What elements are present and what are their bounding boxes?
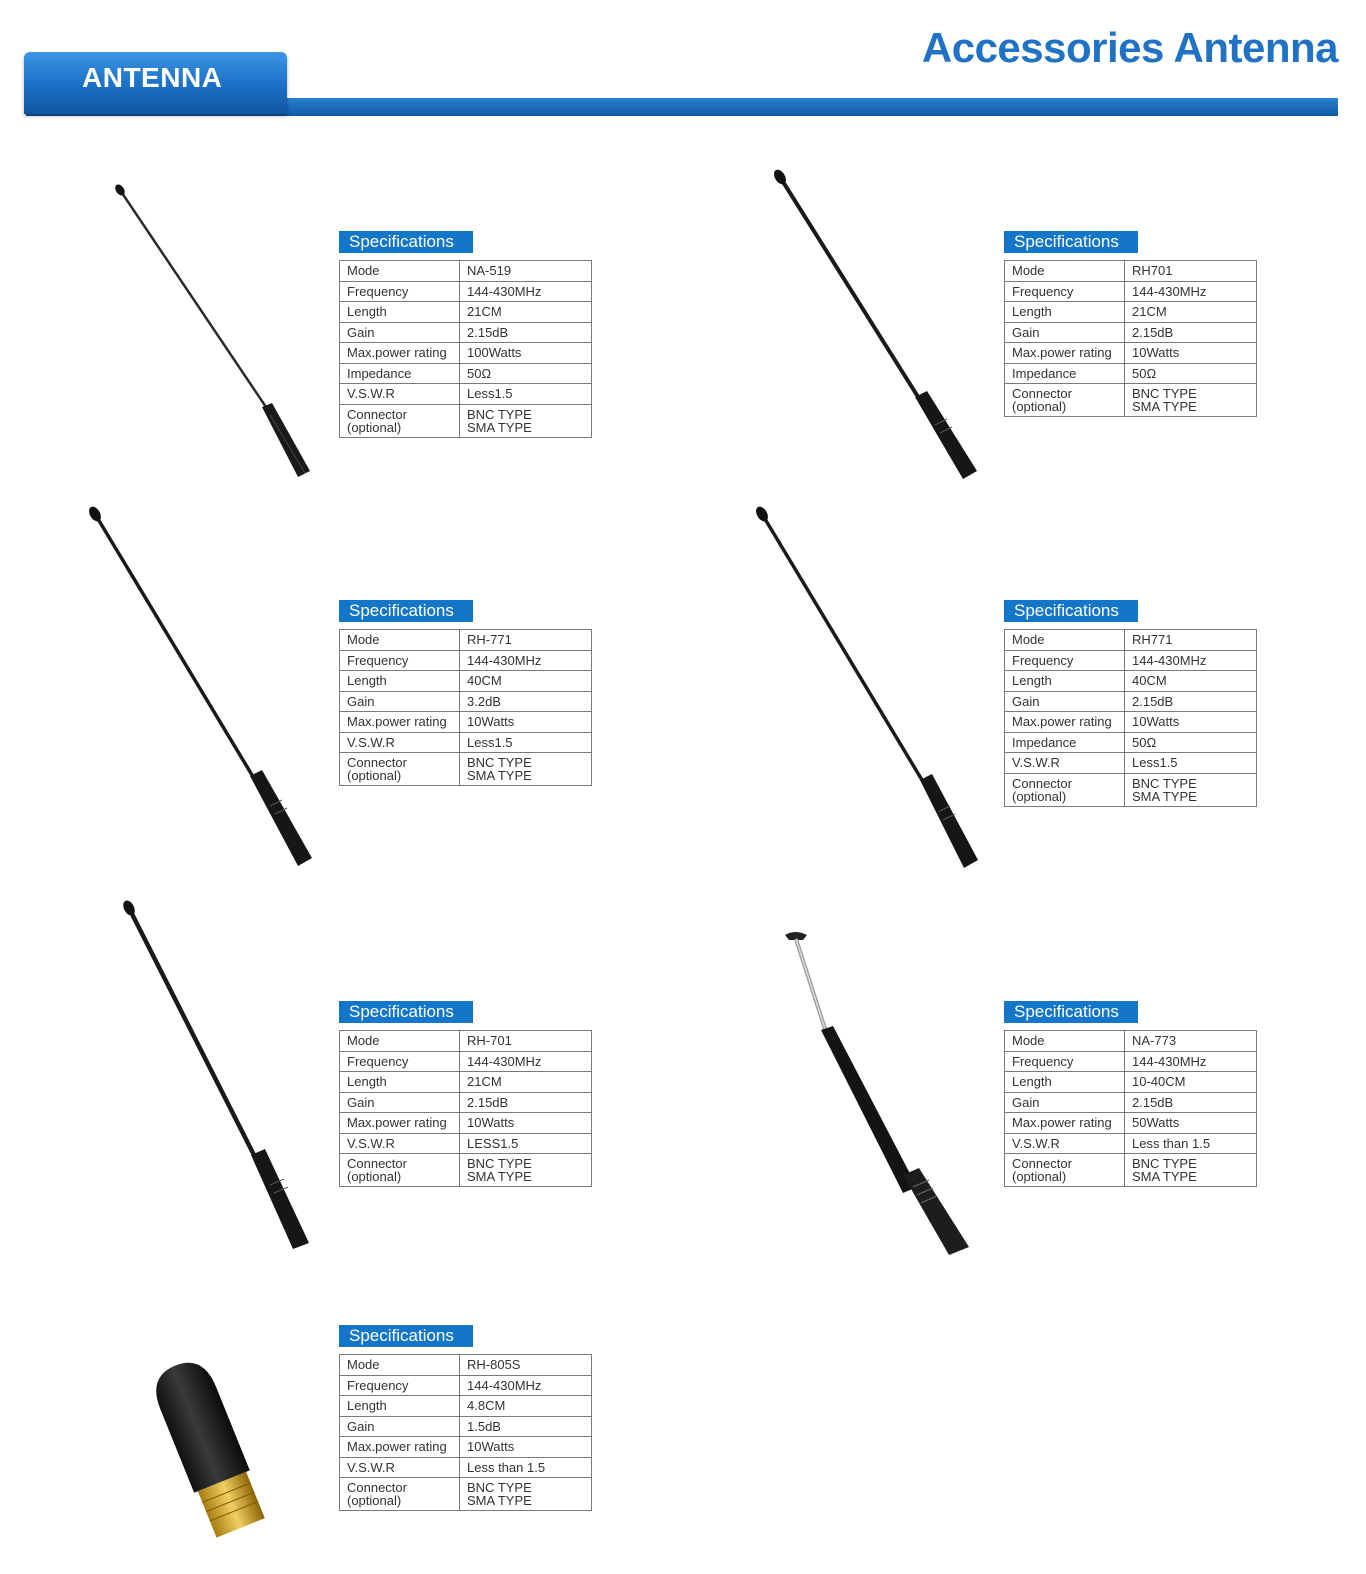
- spec-value: 40CM: [460, 671, 592, 692]
- spec-value: [460, 404, 592, 437]
- spec-value: 144-430MHz: [460, 1375, 592, 1396]
- spec-key: Mode: [340, 261, 460, 282]
- table-row: [1005, 753, 1257, 774]
- table-row: [1005, 671, 1257, 692]
- table-row: [1005, 1113, 1257, 1134]
- spec-value: 1.5dB: [460, 1416, 592, 1437]
- spec-table: [339, 260, 592, 438]
- spec-key: Frequency: [340, 1375, 460, 1396]
- spec-value: 50Ω: [1125, 732, 1257, 753]
- spec-value: [460, 753, 592, 786]
- spec-value: 3.2dB: [460, 691, 592, 712]
- table-row: [340, 1437, 592, 1458]
- table-row: [340, 1072, 592, 1093]
- spec-key: [340, 753, 460, 786]
- spec-key: Length: [340, 671, 460, 692]
- spec-key: [1005, 384, 1125, 417]
- table-row: [1005, 322, 1257, 343]
- spec-key: Impedance: [1005, 732, 1125, 753]
- spec-key: [340, 1478, 460, 1511]
- spec-key: Gain: [1005, 1092, 1125, 1113]
- spec-key: Impedance: [1005, 363, 1125, 384]
- table-row: [1005, 1133, 1257, 1154]
- spec-key: Mode: [340, 1355, 460, 1376]
- spec-key-line: Connector: [347, 1480, 407, 1495]
- table-row: [1005, 630, 1257, 651]
- spec-key-line: (optional): [347, 1169, 402, 1184]
- spec-value: 50Ω: [1125, 363, 1257, 384]
- spec-key: [1005, 1154, 1125, 1187]
- spec-value: [1125, 773, 1257, 806]
- spec-value: Less1.5: [1125, 753, 1257, 774]
- spec-key-line: Connector: [1012, 775, 1072, 791]
- spec-key: [1005, 773, 1125, 806]
- spec-key: Mode: [1005, 261, 1125, 282]
- spec-value: 144-430MHz: [460, 1051, 592, 1072]
- table-row: [1005, 343, 1257, 364]
- spec-key: Length: [340, 1072, 460, 1093]
- table-row: [1005, 363, 1257, 384]
- spec-value: 10-40CM: [1125, 1072, 1257, 1093]
- spec-value: 40CM: [1125, 671, 1257, 692]
- table-row: [1005, 1092, 1257, 1113]
- spec-value: NA-519: [460, 261, 592, 282]
- spec-table: [1004, 629, 1257, 807]
- spec-key: Length: [340, 1396, 460, 1417]
- table-row: [1005, 691, 1257, 712]
- table-row: [1005, 1154, 1257, 1187]
- spec-value: NA-773: [1125, 1031, 1257, 1052]
- spec-heading: Specifications: [339, 600, 473, 622]
- spec-value: [460, 1154, 592, 1187]
- spec-key: Gain: [340, 322, 460, 343]
- page-title: Accessories Antenna: [921, 24, 1338, 71]
- table-row: [1005, 1051, 1257, 1072]
- spec-value: 100Watts: [460, 343, 592, 364]
- antenna-image: [115, 893, 330, 1263]
- spec-key-line: (optional): [347, 419, 402, 435]
- table-row: [1005, 384, 1257, 417]
- section-tab-label: ANTENNA: [82, 62, 223, 93]
- spec-key-line: (optional): [347, 1493, 402, 1508]
- spec-heading: Specifications: [339, 1325, 473, 1347]
- spec-value-line: SMA TYPE: [467, 1493, 532, 1508]
- table-row: [340, 732, 592, 753]
- table-row: [340, 261, 592, 282]
- table-row: [340, 1113, 592, 1134]
- antenna-image: [750, 500, 995, 875]
- spec-key: Gain: [340, 1416, 460, 1437]
- spec-value: RH-771: [460, 630, 592, 651]
- table-row: [340, 712, 592, 733]
- spec-value: [1125, 384, 1257, 417]
- spec-key-line: Connector: [347, 755, 407, 770]
- table-row: [340, 1092, 592, 1113]
- spec-key: Mode: [1005, 1031, 1125, 1052]
- antenna-image: [160, 1350, 330, 1545]
- table-row: [1005, 281, 1257, 302]
- spec-value: 2.15dB: [460, 1092, 592, 1113]
- table-row: [1005, 773, 1257, 806]
- table-row: [340, 1154, 592, 1187]
- table-row: [1005, 712, 1257, 733]
- table-row: [1005, 1031, 1257, 1052]
- spec-value: Less1.5: [460, 732, 592, 753]
- spec-key: Length: [1005, 671, 1125, 692]
- table-row: [340, 630, 592, 651]
- spec-key: Max.power rating: [1005, 712, 1125, 733]
- spec-value-line: BNC TYPE: [1132, 386, 1197, 401]
- spec-value: 10Watts: [460, 712, 592, 733]
- spec-value: 2.15dB: [1125, 1092, 1257, 1113]
- spec-value: 144-430MHz: [1125, 281, 1257, 302]
- spec-key: V.S.W.R: [340, 1457, 460, 1478]
- table-row: [1005, 302, 1257, 323]
- spec-key: Frequency: [1005, 650, 1125, 671]
- table-row: [340, 1133, 592, 1154]
- spec-key: V.S.W.R: [1005, 753, 1125, 774]
- spec-key-line: Connector: [347, 1156, 407, 1171]
- spec-key: Impedance: [340, 363, 460, 384]
- table-row: [340, 1031, 592, 1052]
- table-row: [340, 343, 592, 364]
- spec-key: Max.power rating: [340, 343, 460, 364]
- spec-key-line: (optional): [1012, 1169, 1067, 1184]
- antenna-image: [80, 500, 330, 875]
- spec-value: LESS1.5: [460, 1133, 592, 1154]
- table-row: [340, 1051, 592, 1072]
- spec-key: Frequency: [340, 650, 460, 671]
- table-row: [340, 671, 592, 692]
- spec-value-line: SMA TYPE: [467, 768, 532, 783]
- spec-table: [339, 1354, 592, 1511]
- spec-value: 21CM: [460, 302, 592, 323]
- spec-key-line: Connector: [347, 406, 407, 422]
- spec-key: V.S.W.R: [340, 384, 460, 405]
- table-row: [1005, 650, 1257, 671]
- spec-value-line: BNC TYPE: [467, 1480, 532, 1495]
- spec-value: 144-430MHz: [1125, 650, 1257, 671]
- table-row: [340, 1375, 592, 1396]
- spec-key: Length: [1005, 302, 1125, 323]
- spec-key: Frequency: [1005, 1051, 1125, 1072]
- spec-value-line: BNC TYPE: [467, 406, 532, 422]
- spec-key-line: Connector: [1012, 1156, 1072, 1171]
- table-row: [340, 322, 592, 343]
- antenna-image: [775, 925, 995, 1260]
- spec-key: Gain: [1005, 691, 1125, 712]
- spec-value: 10Watts: [460, 1437, 592, 1458]
- spec-key-line: Connector: [1012, 386, 1072, 401]
- spec-key-line: (optional): [1012, 399, 1067, 414]
- spec-value-line: SMA TYPE: [467, 1169, 532, 1184]
- table-row: [340, 302, 592, 323]
- spec-key: Gain: [340, 1092, 460, 1113]
- antenna-image: [765, 165, 995, 490]
- spec-value-line: SMA TYPE: [467, 419, 532, 435]
- spec-heading: Specifications: [339, 1001, 473, 1023]
- spec-heading: Specifications: [1004, 231, 1138, 253]
- spec-key: Length: [1005, 1072, 1125, 1093]
- spec-key: Max.power rating: [1005, 343, 1125, 364]
- spec-heading: Specifications: [339, 231, 473, 253]
- table-row: [1005, 1072, 1257, 1093]
- spec-value-line: SMA TYPE: [1132, 788, 1197, 804]
- spec-key: Max.power rating: [340, 1113, 460, 1134]
- table-row: [340, 650, 592, 671]
- table-row: [1005, 261, 1257, 282]
- spec-key: [340, 404, 460, 437]
- spec-value: 144-430MHz: [460, 281, 592, 302]
- table-row: [340, 1396, 592, 1417]
- spec-value-line: BNC TYPE: [1132, 775, 1197, 791]
- spec-table: [1004, 1030, 1257, 1187]
- table-row: [340, 1478, 592, 1511]
- spec-key-line: (optional): [1012, 788, 1067, 804]
- spec-value: 10Watts: [1125, 343, 1257, 364]
- spec-value: 2.15dB: [460, 322, 592, 343]
- spec-key: Mode: [340, 1031, 460, 1052]
- spec-value: RH-805S: [460, 1355, 592, 1376]
- spec-table: [1004, 260, 1257, 417]
- spec-value: RH-701: [460, 1031, 592, 1052]
- spec-heading: Specifications: [1004, 600, 1138, 622]
- spec-key: V.S.W.R: [340, 732, 460, 753]
- spec-value: 144-430MHz: [1125, 1051, 1257, 1072]
- spec-value-line: SMA TYPE: [1132, 399, 1197, 414]
- table-row: [340, 1457, 592, 1478]
- spec-value: Less1.5: [460, 384, 592, 405]
- spec-key: Max.power rating: [340, 1437, 460, 1458]
- table-row: [1005, 732, 1257, 753]
- spec-value-line: SMA TYPE: [1132, 1169, 1197, 1184]
- table-row: [340, 691, 592, 712]
- spec-value: 10Watts: [1125, 712, 1257, 733]
- spec-key: Max.power rating: [1005, 1113, 1125, 1134]
- spec-value: 4.8CM: [460, 1396, 592, 1417]
- table-row: [340, 753, 592, 786]
- spec-value-line: BNC TYPE: [1132, 1156, 1197, 1171]
- spec-table: [339, 1030, 592, 1187]
- spec-value-line: BNC TYPE: [467, 1156, 532, 1171]
- spec-key: [340, 1154, 460, 1187]
- spec-value: 50Watts: [1125, 1113, 1257, 1134]
- spec-key: Mode: [340, 630, 460, 651]
- spec-value: 21CM: [460, 1072, 592, 1093]
- section-tab: [24, 52, 287, 114]
- spec-key-line: (optional): [347, 768, 402, 783]
- table-row: [340, 404, 592, 437]
- spec-value: 10Watts: [460, 1113, 592, 1134]
- spec-key: Mode: [1005, 630, 1125, 651]
- table-row: [340, 1355, 592, 1376]
- spec-key: Gain: [1005, 322, 1125, 343]
- spec-value: [460, 1478, 592, 1511]
- antenna-image: [100, 175, 330, 485]
- spec-heading: Specifications: [1004, 1001, 1138, 1023]
- spec-key: Frequency: [340, 1051, 460, 1072]
- spec-value-line: BNC TYPE: [467, 755, 532, 770]
- spec-key: Frequency: [1005, 281, 1125, 302]
- spec-value: [1125, 1154, 1257, 1187]
- spec-key: Max.power rating: [340, 712, 460, 733]
- spec-value: RH701: [1125, 261, 1257, 282]
- spec-value: 50Ω: [460, 363, 592, 384]
- spec-value: 144-430MHz: [460, 650, 592, 671]
- spec-value: 2.15dB: [1125, 322, 1257, 343]
- table-row: [340, 384, 592, 405]
- spec-key: V.S.W.R: [1005, 1133, 1125, 1154]
- spec-value: 21CM: [1125, 302, 1257, 323]
- spec-value: 2.15dB: [1125, 691, 1257, 712]
- spec-key: V.S.W.R: [340, 1133, 460, 1154]
- spec-value: Less than 1.5: [460, 1457, 592, 1478]
- table-row: [340, 1416, 592, 1437]
- spec-key: Gain: [340, 691, 460, 712]
- spec-value: Less than 1.5: [1125, 1133, 1257, 1154]
- spec-key: Length: [340, 302, 460, 323]
- spec-value: RH771: [1125, 630, 1257, 651]
- spec-table: [339, 629, 592, 786]
- spec-key: Frequency: [340, 281, 460, 302]
- table-row: [340, 281, 592, 302]
- table-row: [340, 363, 592, 384]
